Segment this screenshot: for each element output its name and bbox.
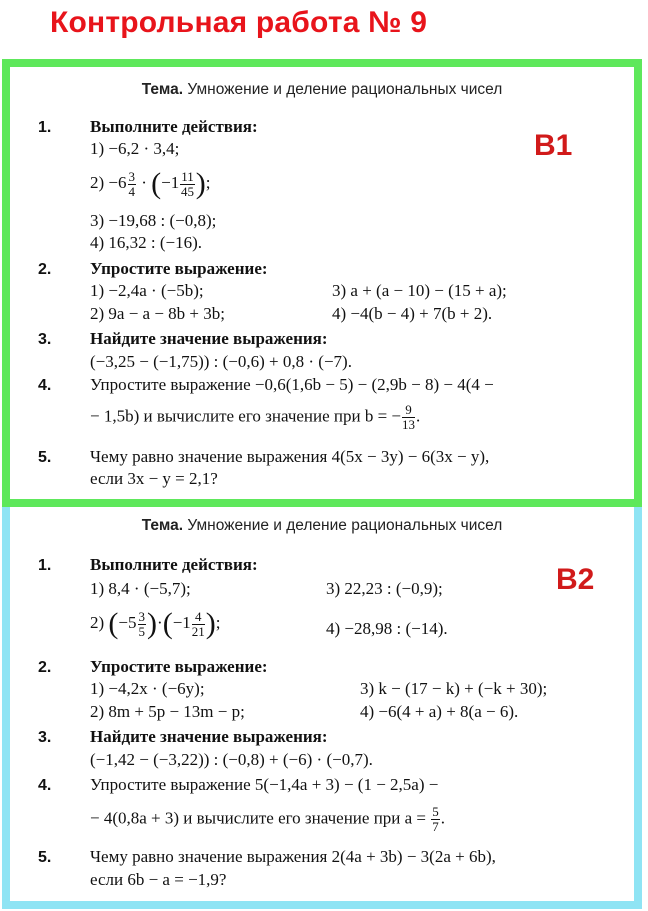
- task-text: Чему равно значение выражения 4(5x − 3y) − 6(3x − y),: [90, 447, 490, 466]
- task-item: (−1,42 − (−3,22)) : (−0,8) + (−6) · (−0,7).: [90, 750, 373, 769]
- task-number: 3.: [38, 729, 52, 746]
- task-heading: Выполните действия:: [90, 117, 258, 136]
- task-number: 4.: [38, 777, 52, 794]
- task-number: 1.: [38, 557, 52, 574]
- task-item: 1) −6,2 · 3,4;: [90, 139, 180, 158]
- variant-2-card: [2, 507, 642, 909]
- task-item: 3) 22,23 : (−0,9);: [326, 579, 443, 598]
- task-text: Чему равно значение выражения 2(4a + 3b) − 3(2a + 6b),: [90, 847, 496, 866]
- fraction: $\frac{5}{7}$: [432, 804, 439, 834]
- task-number: 5.: [38, 849, 52, 866]
- topic-text: Умножение и деление рациональных чисел: [187, 81, 503, 98]
- task-number: 1.: [38, 119, 52, 136]
- task-item: 4) −6(4 + a) + 8(a − 6).: [360, 702, 519, 721]
- task-number: 4.: [38, 377, 52, 394]
- task-number: 3.: [38, 331, 52, 348]
- task-text: Упростите выражение 5(−1,4a + 3) − (1 − 2,5a) −: [90, 775, 439, 794]
- task-item: 2) −6 $\frac{3}{4}$ · (−1 $\frac{11}{45}$ );: [90, 167, 211, 200]
- task-item: 1) −2,4a · (−5b);: [90, 281, 204, 300]
- task-item: 1) −4,2x · (−6y);: [90, 679, 205, 698]
- task-heading: Выполните действия:: [90, 555, 258, 574]
- task-item: 4) −28,98 : (−14).: [326, 619, 448, 638]
- task-text: если 6b − a = −1,9?: [90, 870, 227, 889]
- variant-label: В1: [534, 129, 573, 162]
- task-heading: Найдите значение выражения:: [90, 727, 328, 746]
- variant-1-card: [2, 59, 642, 507]
- task-number: 5.: [38, 449, 52, 466]
- variant-label: В2: [556, 563, 595, 596]
- task-item: 2) 9a − a − 8b + 3b;: [90, 304, 225, 323]
- topic-text: Умножение и деление рациональных чисел: [187, 517, 503, 534]
- fraction: $\frac{9}{13}$: [402, 402, 416, 432]
- topic-label: Тема.: [141, 81, 184, 98]
- task-heading: Найдите значение выражения:: [90, 329, 328, 348]
- fraction: $\frac{3}{5}$: [138, 608, 146, 639]
- task-item: 1) 8,4 · (−5,7);: [90, 579, 191, 598]
- task-text: если 3x − y = 2,1?: [90, 469, 218, 488]
- task-item: 3) a + (a − 10) − (15 + a);: [332, 281, 507, 300]
- task-text: Упростите выражение −0,6(1,6b − 5) − (2,9b − 8) − 4(4 −: [90, 375, 494, 394]
- topic-label: Тема.: [141, 517, 184, 534]
- task-item: 2) 8m + 5p − 13m − p;: [90, 702, 245, 721]
- task-item: (−3,25 − (−1,75)) : (−0,6) + 0,8 · (−7).: [90, 352, 352, 371]
- fraction: $\frac{3}{4}$: [128, 168, 135, 199]
- task-text: − 4(0,8a + 3) и вычислите его значение при a = $\frac{5}{7}$ .: [90, 804, 446, 834]
- task-item: 3) −19,68 : (−0,8);: [90, 211, 217, 230]
- task-item: 2) (−5 $\frac{3}{5}$ )·(−1 $\frac{4}{21}$ );: [90, 607, 221, 640]
- task-heading: Упростите выражение:: [90, 259, 268, 278]
- page-title: Контрольная работа № 9: [50, 6, 428, 39]
- task-heading: Упростите выражение:: [90, 657, 268, 676]
- topic-heading: [10, 517, 634, 535]
- topic-heading: [10, 81, 634, 99]
- fraction: $\frac{4}{21}$: [191, 608, 205, 639]
- task-number: 2.: [38, 659, 52, 676]
- task-item: 4) −4(b − 4) + 7(b + 2).: [332, 304, 493, 323]
- task-number: 2.: [38, 261, 52, 278]
- task-text: − 1,5b) и вычислите его значение при b = − $\frac{9}{13}$ .: [90, 402, 421, 432]
- fraction: $\frac{11}{45}$: [181, 168, 195, 199]
- task-item: 3) k − (17 − k) + (−k + 30);: [360, 679, 548, 698]
- task-item: 4) 16,32 : (−16).: [90, 233, 203, 252]
